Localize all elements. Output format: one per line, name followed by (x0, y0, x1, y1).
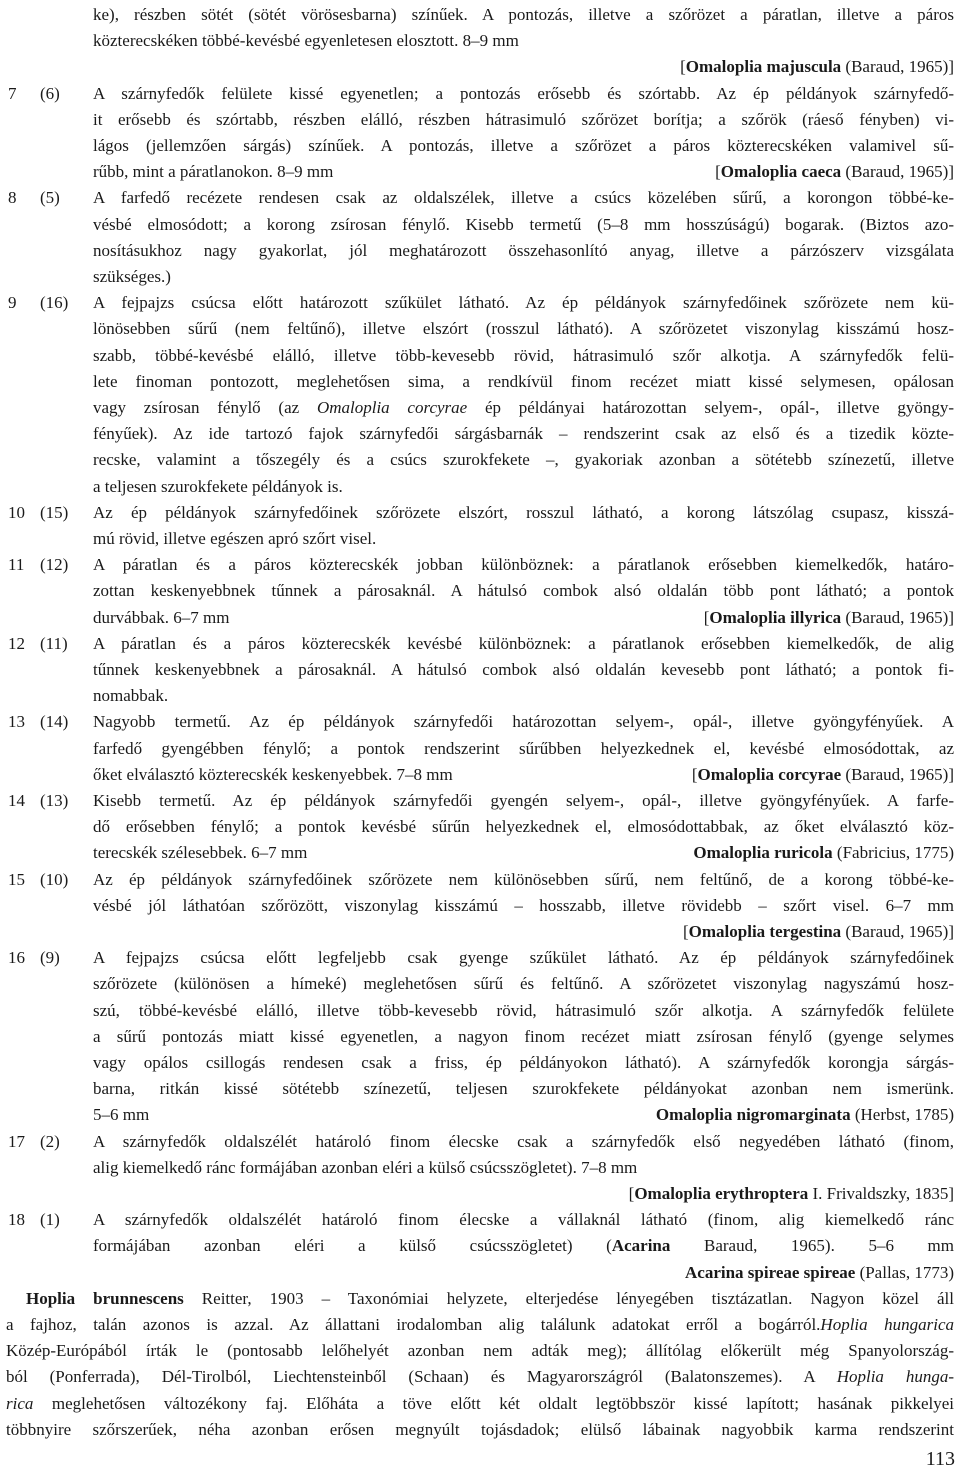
key-line (93, 133, 954, 159)
couplet-number: 7 (8, 83, 17, 103)
bracket: [ (628, 1184, 635, 1203)
species-name: Hoplia brunnescens (26, 1288, 184, 1308)
taxon-name (704, 605, 954, 631)
key-line (93, 1181, 954, 1207)
key-line (93, 998, 954, 1024)
key-text: szőrözete (különösen a hímeké) meglehetősen sűrű és feltűnő. A szőrözetet viszonylag nagyszámú hosz- (93, 974, 954, 994)
species-name: Omaloplia nigromarginata (655, 1105, 851, 1125)
species-author: (Fabricius, 1775) (832, 843, 954, 863)
couplet-reference: (6) (40, 83, 60, 103)
key-text: formájában azonban eléri a külső csúcsszögletet) ( (93, 1236, 612, 1256)
key-text: durvábbak. 6–7 mm (93, 607, 230, 627)
key-text: A fejpajzs csúcsa előtt legfeljebb csak gyenge szűkület látható. Az ép példányok szárnyfedőinek (93, 948, 954, 968)
key-line (93, 238, 954, 264)
key-text: terecskék szélesebbek. 6–7 mm (93, 843, 308, 863)
key-line (93, 2, 954, 28)
couplet-reference: (10) (40, 869, 69, 889)
species-author: (Herbst, 1785) (850, 1105, 954, 1125)
key-text: Kisebb termetű. Az ép példányok szárnyfedői gyengén selyem-, opál-, illetve gyöngyfényűek. A farfe- (93, 791, 954, 810)
key-line (93, 919, 954, 945)
key-line (93, 526, 954, 552)
couplet-reference: (15) (40, 502, 69, 522)
key-text: A szárnyfedők felülete kissé egyenetlen; a pontozás erősebb és szórtabb. Az ép példányok szárnyfedő- (93, 83, 954, 103)
key-text: vésbé elmosódott; a korong zsírosan fénylő. Kisebb termetű (5–8 mm hosszúságú) bogarak. (Biztos azo- (93, 214, 954, 234)
key-line (93, 290, 954, 316)
key-text: fényűek). Az ide tartozó fajok szárnyfedői sárgásbarnák – rendszerint csak az első és a tizedik közte- (93, 424, 954, 444)
key-text: 5–6 mm (93, 1105, 150, 1125)
species-name: Acarina spireae spireae (685, 1262, 856, 1282)
key-text: őket elválasztó közterecskék keskenyebbek. 7–8 mm (93, 764, 453, 784)
species-author: (Pallas, 1773) (855, 1262, 954, 1282)
couplet-reference: (5) (40, 188, 60, 208)
key-line (93, 1155, 954, 1181)
genus-name: Acarina (611, 1236, 671, 1256)
key-line (93, 264, 954, 290)
couplet-number: 13 (8, 712, 25, 732)
key-text: közterecskéken többé-kevésbé egyenletesen elosztott. 8–9 mm (93, 31, 519, 51)
species-author: I. Frivaldszky, 1835] (808, 1184, 954, 1203)
key-text: tűnnek keskenyebbnek a párosaknál. A hátulsó combok alsó oldalán kevesebb pont látható; a pontok fi- (93, 660, 954, 679)
species-name: Omaloplia erythroptera (634, 1184, 809, 1203)
key-text: A szárnyfedők oldalszélét határoló finom élecske csak a szárnyfedők első negyedében látható (finom, (93, 1131, 954, 1151)
taxon-name (692, 762, 954, 788)
couplet-reference: (11) (40, 633, 68, 653)
key-line (93, 788, 954, 814)
species-author: (Baraud, 1965)] (841, 764, 954, 784)
key-text: ép példányai határozottan selyem-, opál-, illetve gyöngy- (467, 398, 955, 417)
key-text: lönösebben sűrű (nem feltűnő), illetve elszórt (rosszul látható). A szőrözetet viszonylag kisszámú hosz- (93, 319, 954, 339)
key-text: ke), részben sötét (sötét vörösesbarna) színűek. A pontozás, illetve a szőrözet a páratlan, illetve a páros (93, 5, 954, 24)
key-text: vagy opálos csillogás rendesen csak a friss, ép példányokon látható). A szárnyfedők korongja sárgás- (93, 1053, 954, 1072)
paragraph-text: meglehetősen változékony faj. Előháta a töve előtt két oldalt legtöbbször kissé lapított; hasának pikkelyei (33, 1393, 954, 1413)
key-text: it erősebb és szórtabb, részben elálló, részben hátrasimuló szőrözet borítja; a szőrök (ráeső fényben) vi- (93, 109, 954, 129)
key-text: mú rövid, illetve egészen apró szőrt visel. (93, 529, 377, 548)
couplet-number: 12 (8, 633, 25, 653)
key-line (93, 578, 954, 604)
couplet-number: 18 (8, 1210, 25, 1230)
page-number: 113 (925, 1448, 955, 1470)
key-text: A páratlan és a páros közterecskék kevésbé különböznek: a páratlanok erősebben kiemelkedők, de alig (93, 633, 954, 653)
species-name: Omaloplia corcyrae (697, 764, 842, 784)
key-line (93, 552, 954, 578)
paragraph-text: többnyire szőrszerűek, néha azonban erősen megnyúlt tojásdadok; elülső lábainak nagyobbik karma rendszerint (6, 1419, 954, 1439)
couplet-number: 11 (8, 555, 25, 575)
key-text: A farfedő recézete rendesen csak az oldalszélek, illetve a csúcs közelében sűrű, a korongon többé-ke- (93, 188, 954, 208)
paragraph-line (6, 1364, 954, 1390)
couplet-number: 10 (8, 502, 25, 522)
couplet-number: 15 (8, 869, 25, 889)
italic-name: Omaloplia corcyrae (316, 398, 468, 417)
couplet-reference: (12) (40, 555, 69, 575)
key-text: zottan keskenyebbnek tűnnek a párosaknál. A hátulsó combok alsó oldalán több pont látható; a pontok (93, 581, 954, 601)
species-author: (Baraud, 1965)] (841, 922, 954, 941)
key-line (93, 893, 954, 919)
key-line (93, 1260, 954, 1286)
couplet-reference: (2) (40, 1131, 60, 1151)
key-text: dő erősebben fénylő; a pontok kevésbé sűrűn helyezkednek el, elmosódottabbak, az őket elválasztó köz- (93, 817, 954, 837)
italic-name: Hoplia hunga- (836, 1367, 954, 1387)
italic-name: rica (6, 1393, 34, 1413)
bracket: [ (691, 764, 698, 784)
couplet-number: 8 (8, 188, 17, 208)
key-line (93, 945, 954, 971)
key-line (93, 683, 954, 709)
key-line (93, 1129, 954, 1155)
key-line (93, 1024, 954, 1050)
key-line (93, 185, 954, 211)
key-line (93, 736, 954, 762)
italic-name: Hoplia hungarica (820, 1314, 954, 1334)
key-text: lágos (jellemzően sárgás) színűek. A pontozás, illetve a szőrözet a páros közterecskéken valamivel sű- (93, 136, 954, 155)
species-name: Omaloplia ruricola (693, 843, 833, 863)
taxon-name (693, 840, 954, 866)
species-name: Omaloplia caeca (720, 162, 842, 182)
key-line (93, 1207, 954, 1233)
taxon-name (683, 922, 954, 941)
key-text: farfedő gyengébben fénylő; a pontok rendszerint sűrűbben helyezkednek el, kevésbé elmosódottak, az (93, 738, 954, 758)
taxon-name (680, 57, 954, 76)
key-line (93, 867, 954, 893)
key-text: A fejpajzs csúcsa előtt határozott szűkület látható. Az ép példányok szárnyfedőinek szőrözete nem kü- (93, 293, 954, 313)
key-line (93, 657, 954, 683)
species-author: (Baraud, 1965)] (841, 162, 954, 182)
key-text: Az ép példányok szárnyfedőinek szőrözete nem különösebben sűrű, nem feltűnő, de a korong többé-ke- (93, 869, 954, 889)
couplet-number: 17 (8, 1131, 25, 1151)
key-line (93, 814, 954, 840)
key-text: barna, ritkán kissé sötétebb színezetű, teljesen szurokfekete példányokat azonban nem ismerünk. (93, 1079, 954, 1099)
key-text: Baraud, 1965). 5–6 mm (670, 1236, 954, 1256)
couplet-number: 9 (8, 293, 17, 313)
paragraph-line (6, 1391, 954, 1417)
bracket: [ (680, 57, 686, 77)
key-line (93, 500, 954, 526)
key-line (93, 1076, 954, 1102)
taxon-name (656, 1102, 954, 1128)
key-text: szabb, többé-kevésbé elálló, illetve több-kevesebb rövid, hátrasimuló szőr alkotja. A szárnyfedők felü- (93, 345, 954, 365)
taxon-name (715, 159, 954, 185)
key-line (93, 81, 954, 107)
key-text: a teljesen szurokfekete példányok is. (93, 476, 343, 496)
key-text: A páratlan és a páros közterecskék jobban különböznek: a páratlanok erősebben kiemelkedők, határo- (93, 555, 954, 575)
key-text: szükséges.) (93, 267, 171, 286)
bracket: [ (682, 922, 689, 941)
paragraph-line (6, 1286, 954, 1312)
couplet-reference: (1) (40, 1210, 60, 1230)
paragraph-line (6, 1417, 954, 1443)
couplet-reference: (9) (40, 948, 60, 968)
key-line (93, 605, 954, 631)
key-line (93, 971, 954, 997)
key-text: Nagyobb termetű. Az ép példányok szárnyfedői határozottan selyem-, opál-, illetve gyöngyfényűek. A (93, 712, 954, 732)
key-line (93, 1102, 954, 1128)
species-author: (Baraud, 1965)] (841, 57, 954, 77)
couplet-reference: (14) (40, 712, 69, 732)
key-line (93, 343, 954, 369)
key-line (93, 1233, 954, 1259)
key-line (93, 474, 954, 500)
species-name: Omaloplia illyrica (709, 607, 842, 627)
couplet-number: 14 (8, 791, 25, 810)
key-line (93, 709, 954, 735)
key-line (93, 840, 954, 866)
key-line (93, 107, 954, 133)
key-line (93, 28, 954, 54)
key-text: nomabbak. (93, 686, 169, 706)
key-text: vagy zsírosan fénylő (az (93, 398, 317, 417)
couplet-reference: (13) (40, 791, 69, 810)
paragraph-text: Közép-Európából írták le (pontosabb lelőhelyét azonban nem adták meg); állítólag előkerült még Spanyolország- (6, 1341, 954, 1361)
couplet-reference: (16) (40, 293, 69, 313)
key-line (93, 631, 954, 657)
species-note-paragraph (6, 1286, 954, 1443)
bracket: [ (703, 607, 710, 627)
species-name: Omaloplia majuscula (685, 57, 842, 77)
taxon-name (629, 1184, 954, 1203)
paragraph-text: a (6, 1314, 31, 1334)
key-line (93, 447, 954, 473)
bracket: [ (715, 162, 721, 182)
key-text: lete finoman pontozott, meglehetősen sima, a rendkívül finom recézet miatt kissé selymesen, opálosan (93, 371, 954, 391)
species-author: (Baraud, 1965)] (841, 607, 954, 627)
key-text: A szárnyfedők oldalszélét határoló finom élecske a vállaknál látható (finom, alig kiemelkedő ránc (93, 1210, 954, 1230)
key-line (93, 1050, 954, 1076)
key-text: recske, valamint a tőszegély és a csúcs szurokfekete –, gyakoriak azonban a sötétebb színezetű, illetve (93, 450, 954, 470)
key-line (93, 212, 954, 238)
paragraph-line (6, 1312, 954, 1338)
key-text: vésbé jól láthatóan szőrözött, viszonylag kisszámú – hosszabb, illetve rövidebb – szőrt visel. 6–7 mm (93, 895, 954, 915)
paragraph-line (6, 1338, 954, 1364)
key-line (93, 54, 954, 80)
couplet-number: 16 (8, 948, 25, 968)
key-text: nosításukhoz nagy gyakorlat, jól meghatározott összehasonlító anyag, illetve a párzószerv vizsgálata (93, 240, 954, 260)
taxon-name (685, 1263, 954, 1282)
paragraph-text: fajhoz, talán azonos is azzal. Az állattani irodalomban alig találunk adatokat erről a bogárról. (30, 1314, 821, 1334)
key-text: rűbb, mint a páratlanokon. 8–9 mm (93, 162, 334, 182)
key-line (93, 395, 954, 421)
key-line (93, 762, 954, 788)
key-text: Az ép példányok szárnyfedőinek szőrözete elszórt, rosszul látható, a korong látszólag csupasz, kisszá- (93, 502, 954, 522)
key-text: alig kiemelkedő ránc formájában azonban eléri a külső csúcsszögletet). 7–8 mm (93, 1157, 638, 1177)
key-line (93, 159, 954, 185)
paragraph-text: ból (Ponferrada), Dél-Tirolból, Liechtensteinből (Schaan) és Magyarországról (Balatonszemes). A (6, 1367, 837, 1387)
key-line (93, 421, 954, 447)
key-text: a sűrű pontozás miatt kissé egyenetlen, a nagyon finom recézet miatt zsírosan fénylő (gyenge selymes (93, 1026, 954, 1046)
key-line (93, 316, 954, 342)
key-text: szú, többé-kevésbé elálló, illetve több-kevesebb rövid, hátrasimuló szőr alkotja. A szárnyfedők felülete (93, 1000, 954, 1020)
paragraph-text: Reitter, 1903 – Taxonómiai helyzete, elterjedése lényegében tisztázatlan. Nagyon közel áll (183, 1288, 954, 1308)
key-line (93, 369, 954, 395)
species-name: Omaloplia tergestina (688, 922, 842, 941)
